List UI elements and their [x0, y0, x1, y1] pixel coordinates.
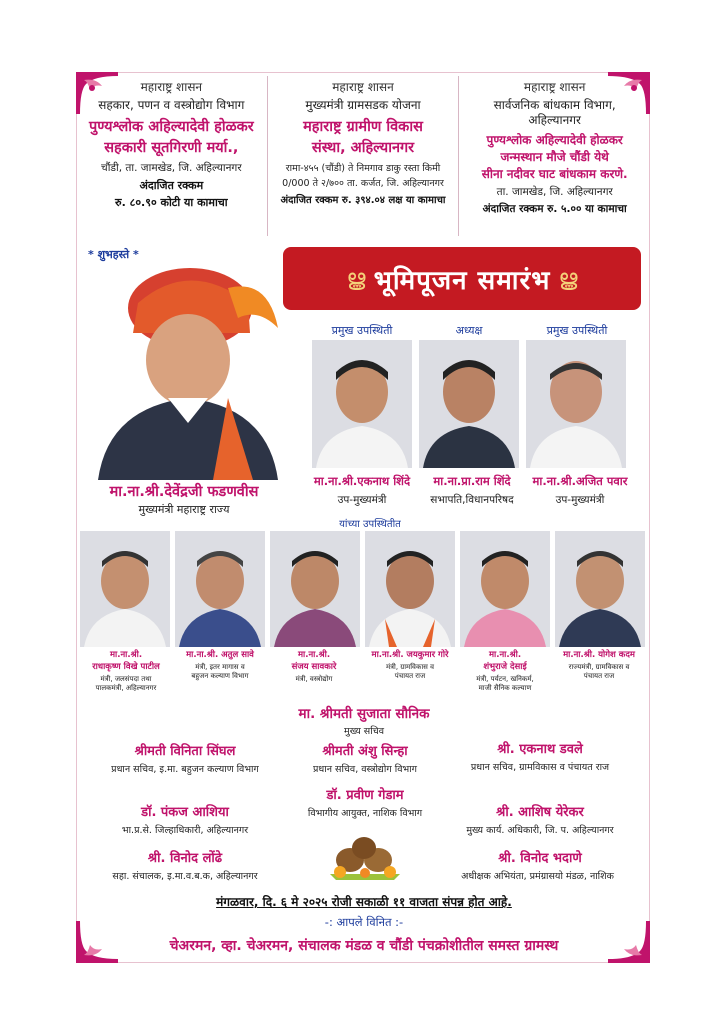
leader-post: सभापति,विधानपरिषद: [430, 494, 514, 506]
minister-name: मा.ना.श्री. अतुल सावे: [186, 650, 254, 660]
minister-post: राज्यमंत्री, ग्रामविकास व: [568, 663, 630, 671]
event-title-banner: [283, 247, 641, 310]
minister-photo: [460, 531, 550, 647]
minister-post: मंत्री, ग्रामविकास व: [385, 663, 434, 671]
minister-prefix: मा.ना.श्री.: [297, 650, 331, 660]
officer-name: श्री. विनोद भदाणे: [498, 851, 582, 866]
officer-post: सहा. संचालक, इ.मा.व.ब.क, अहिल्यानगर: [112, 871, 258, 882]
role-label: प्रमुख उपस्थिती: [546, 324, 608, 337]
leader-photo: [419, 340, 519, 468]
minister-post: माजी सैनिक कल्याण: [478, 684, 532, 692]
minister-post: बहुजन कल्याण विभाग: [191, 672, 249, 680]
estimate-label: अंदाजित रक्कम: [139, 179, 204, 192]
project-place: रामा-४५५ (चौंडी) ते निमगाव डाकु रस्ता किमी: [285, 163, 441, 174]
project-place: 0/000 ते २/७०० ता. कर्जत, जि. अहिल्यानगर: [282, 178, 444, 189]
government-label: महाराष्ट्र शासन: [332, 80, 394, 94]
officer-name: श्री. आशिष येरेकर: [496, 805, 584, 820]
minister-prefix: मा.ना.श्री.: [488, 650, 522, 660]
leader-name: मा.ना.श्री.एकनाथ शिंदे: [313, 474, 411, 488]
swirl-ornament-icon: ൠ: [558, 266, 578, 291]
minister-post: पंचायत राज: [583, 672, 615, 680]
leader-name: मा.ना.प्रा.राम शिंदे: [433, 474, 511, 488]
event-date-line: मंगळवार, दि. ६ मे २०२५ रोजी सकाळी ११ वाजता संपन्न होत आहे.: [216, 895, 512, 909]
government-label: महाराष्ट्र शासन: [523, 80, 586, 94]
project-headline: सीना नदीवर घाट बांधकाम करणे.: [481, 167, 628, 181]
minister-prefix: मा.ना.श्री.: [109, 650, 143, 660]
minister-post: मंत्री, पर्यटन, खनिकर्म,: [476, 675, 534, 683]
officer-name: श्री. विनोद लोंढे: [147, 851, 223, 866]
project-headline: सहकारी सूतगिरणी मर्या.,: [104, 140, 239, 156]
minister-name: संजय सावकारे: [291, 662, 337, 672]
leader-photo: [312, 340, 412, 468]
role-label: प्रमुख उपस्थिती: [331, 324, 393, 337]
minister-post: मंत्री, वस्त्रोद्योग: [295, 675, 333, 683]
minister-photo: [365, 531, 455, 647]
swirl-ornament-icon: ൠ: [346, 266, 366, 291]
project-headline: पुण्यश्लोक अहिल्यादेवी होळकर: [88, 119, 254, 135]
leader-name: मा.ना.श्री.अजित पवार: [532, 474, 628, 488]
coconut-offering-icon: [320, 826, 410, 884]
officer-name: डॉ. पंकज आशिया: [141, 805, 229, 820]
officer-post: प्रधान सचिव, ग्रामविकास व पंचायत राज: [470, 762, 610, 773]
minister-name: शंभुराजे देसाई: [483, 662, 527, 672]
leader-photo: [526, 340, 626, 468]
event-title: भूमिपूजन समारंभ: [373, 265, 551, 296]
leader-post: उप-मुख्यमंत्री: [337, 494, 387, 506]
minister-name: राधाकृष्ण विखे पाटील: [92, 662, 160, 672]
chief-secretary-name: मा. श्रीमती सुजाता सौनिक: [298, 706, 430, 722]
officer-post: अधीक्षक अभियंता, प्रमंग्रासयो मंडळ, नाशिक: [461, 871, 614, 882]
estimate-value: अंदाजित रक्कम रु. ३९४.०४ लक्ष या कामाचा: [280, 195, 446, 206]
department-name: मुख्यमंत्री ग्रामसडक योजना: [305, 98, 421, 112]
minister-name: मा.ना.श्री. योगेश कदम: [563, 650, 635, 660]
minister-photo: [555, 531, 645, 647]
department-column-pwd: [458, 76, 650, 236]
project-headline: पुण्यश्लोक अहिल्यादेवी होळकर: [486, 133, 623, 147]
estimate-value: रु. ८०.९० कोटी या कामाचा: [115, 196, 228, 209]
government-label: महाराष्ट्र शासन: [140, 80, 203, 94]
top-departments: [76, 76, 650, 236]
chief-secretary-post: मुख्य सचिव: [344, 726, 384, 737]
chief-minister-post: मुख्यमंत्री महाराष्ट्र राज्य: [138, 503, 230, 516]
project-place: ता. जामखेड, जि. अहिल्यानगर: [496, 186, 613, 198]
officer-post: प्रधान सचिव, वस्त्रोद्योग विभाग: [313, 764, 417, 775]
chief-minister-photo: [78, 248, 288, 480]
officer-post: मुख्य कार्य. अधिकारी, जि. प. अहिल्यानगर: [466, 825, 614, 836]
officer-name: श्री. एकनाथ डवले: [497, 742, 583, 757]
officer-post: भा.प्र.से. जिल्हाधिकारी, अहिल्यानगर: [121, 825, 249, 836]
department-column-textile: [76, 76, 267, 236]
officer-post: विभागीय आयुक्त, नाशिक विभाग: [307, 808, 423, 819]
role-label: अध्यक्ष: [455, 324, 483, 337]
vinit-label: -: आपले विनित :-: [324, 915, 404, 929]
officer-name: डॉ. प्रवीण गेडाम: [326, 788, 404, 803]
project-place: चौंडी, ता. जामखेड, जि. अहिल्यानगर: [101, 162, 242, 174]
with-presence-label: यांच्या उपस्थितीत: [339, 519, 401, 530]
minister-post: मंत्री, इतर मागास व: [195, 663, 245, 671]
department-name: सार्वजनिक बांधकाम विभाग,: [493, 98, 616, 112]
minister-photo: [80, 531, 170, 647]
minister-post: मंत्री, जलसंपदा तथा: [100, 675, 152, 683]
leader-post: उप-मुख्यमंत्री: [555, 494, 605, 506]
project-headline: महाराष्ट्र ग्रामीण विकास: [303, 119, 423, 135]
project-headline: जन्मस्थान मौजे चौंडी येथे: [500, 150, 609, 164]
minister-post: पालकमंत्री, अहिल्यानगर: [95, 684, 157, 692]
minister-name: मा.ना.श्री. जयकुमार गोरे: [371, 650, 449, 660]
department-column-rural: [267, 76, 459, 236]
officer-post: प्रधान सचिव, इ.मा. बहुजन कल्याण विभाग: [111, 764, 259, 775]
estimate-value: अंदाजित रक्कम रु. ५.०० या कामाचा: [482, 203, 627, 215]
minister-photo: [270, 531, 360, 647]
chief-minister-name: मा.ना.श्री.देवेंद्रजी फडणवीस: [109, 484, 259, 500]
project-headline: संस्था, अहिल्यानगर: [311, 140, 415, 156]
officer-name: श्रीमती विनिता सिंघल: [134, 744, 236, 759]
department-name: अहिल्यानगर: [528, 113, 581, 127]
host-credit: चेअरमन, व्हा. चेअरमन, संचालक मंडळ व चौंडी पंचक्रोशीतील समस्त ग्रामस्थ: [169, 938, 559, 954]
minister-post: पंचायत राज: [394, 672, 426, 680]
shubhaste-label: * शुभहस्ते *: [88, 248, 139, 261]
department-name: सहकार, पणन व वस्त्रोद्योग विभाग: [98, 98, 245, 112]
officer-name: श्रीमती अंशु सिन्हा: [322, 744, 408, 759]
minister-photo: [175, 531, 265, 647]
